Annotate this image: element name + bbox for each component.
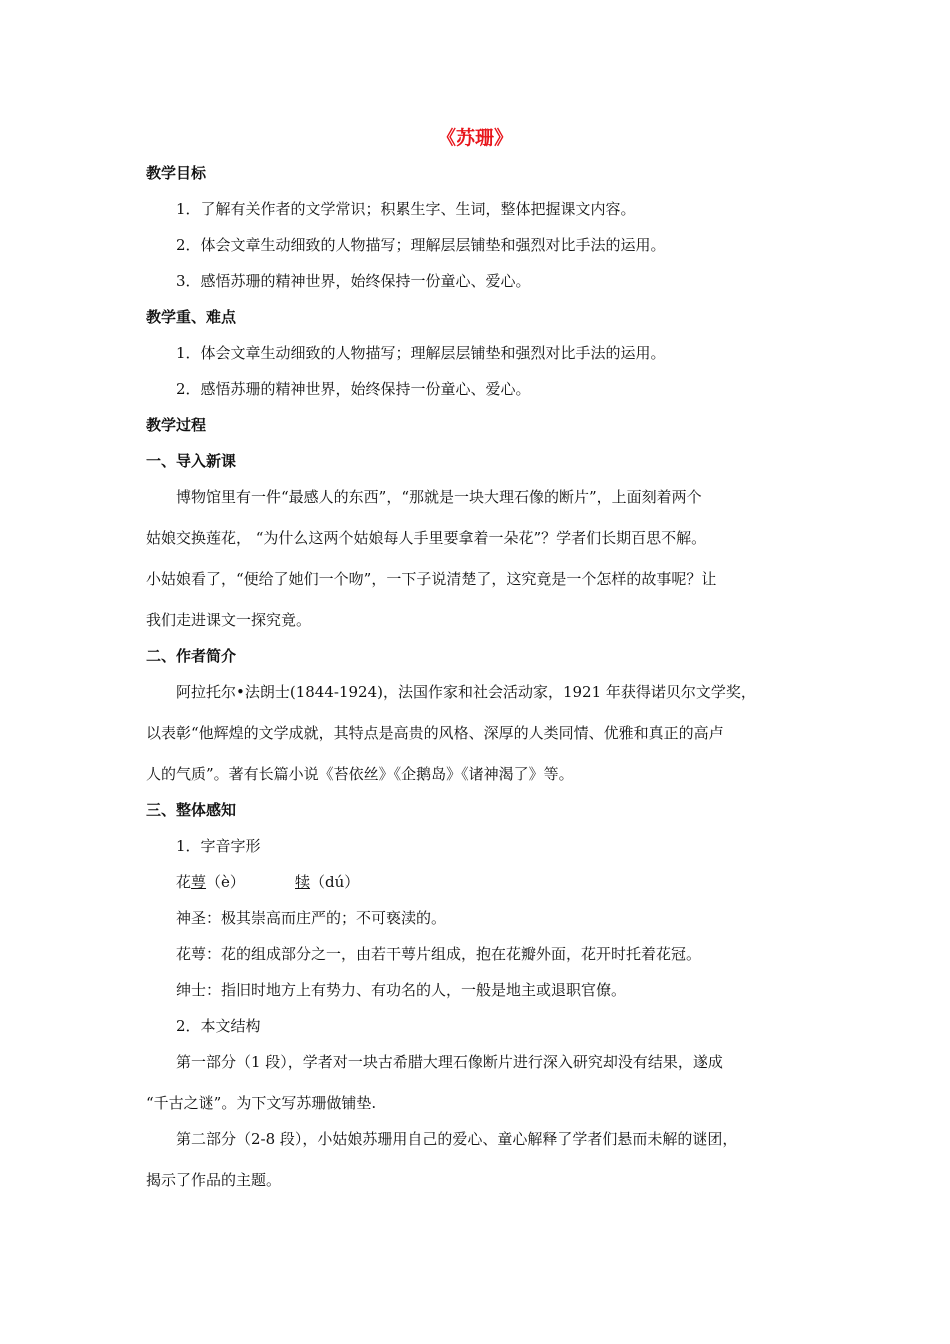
objective-item-2: 2．体会文章生动细致的人物描写；理解层层铺垫和强烈对比手法的运用。: [176, 236, 666, 254]
author-line-1: 阿拉托尔•法朗士(1844-1924)，法国作家和社会活动家，1921 年获得诺贝尔文学奖，: [176, 683, 756, 701]
structure-subheading: 2．本文结构: [176, 1017, 261, 1035]
structure-line-4: 揭示了作品的主题。: [146, 1171, 282, 1189]
document-title: 《苏珊》: [436, 127, 513, 149]
intro-line-3: 小姑娘看了，“便给了她们一个吻”，一下子说清楚了，这究竟是一个怎样的故事呢？让: [146, 570, 717, 588]
definition-2: 花萼：花的组成部分之一，由若干萼片组成，抱在花瓣外面，花开时托着花冠。: [176, 945, 702, 963]
objectives-heading: 教学目标: [146, 164, 207, 182]
word-1-prefix: 花: [176, 873, 192, 891]
key-points-heading: 教学重、难点: [146, 308, 237, 326]
structure-line-3: 第二部分（2-8 段），小姑娘苏珊用自己的爱心、童心解释了学者们悬而未解的谜团，: [176, 1130, 738, 1148]
key-point-item-1: 1．体会文章生动细致的人物描写；理解层层铺垫和强烈对比手法的运用。: [176, 344, 666, 362]
word-2-char: 犊: [295, 873, 311, 891]
word-1-pinyin: （è）: [206, 873, 245, 891]
intro-line-1: 博物馆里有一件“最感人的东西”，“那就是一块大理石像的断片”，上面刻着两个: [176, 488, 702, 506]
intro-line-4: 我们走进课文一探究竟。: [146, 611, 312, 629]
pronunciation-word-1: [176, 872, 245, 892]
intro-heading: 一、导入新课: [146, 452, 237, 470]
objective-item-3: 3．感悟苏珊的精神世界，始终保持一份童心、爱心。: [176, 272, 531, 290]
intro-line-2: 姑娘交换莲花， “为什么这两个姑娘每人手里要拿着一朵花”？学者们长期百思不解。: [146, 529, 707, 547]
word-1-char: 萼: [191, 873, 207, 891]
pronunciation-subheading: 1．字音字形: [176, 837, 261, 855]
key-point-item-2: 2．感悟苏珊的精神世界，始终保持一份童心、爱心。: [176, 380, 531, 398]
overall-heading: 三、整体感知: [146, 801, 237, 819]
process-heading: 教学过程: [146, 416, 207, 434]
definition-3: 绅士：指旧时地方上有势力、有功名的人，一般是地主或退职官僚。: [176, 981, 627, 999]
author-heading: 二、作者简介: [146, 647, 237, 665]
word-2-pinyin: （dú）: [310, 873, 360, 891]
structure-line-1: 第一部分（1 段），学者对一块古希腊大理石像断片进行深入研究却没有结果，遂成: [176, 1053, 723, 1071]
definition-1: 神圣：极其崇高而庄严的；不可亵渎的。: [176, 909, 447, 927]
structure-line-2: “千古之谜”。为下文写苏珊做铺垫.: [146, 1094, 377, 1112]
pronunciation-word-2: [295, 872, 359, 892]
author-line-2: 以表彰“他辉煌的文学成就，其特点是高贵的风格、深厚的人类同情、优雅和真正的高卢: [146, 724, 724, 742]
author-line-3: 人的气质”。著有长篇小说《苔依丝》《企鹅岛》《诸神渴了》等。: [146, 765, 574, 783]
objective-item-1: 1．了解有关作者的文学常识；积累生字、生词，整体把握课文内容。: [176, 200, 636, 218]
